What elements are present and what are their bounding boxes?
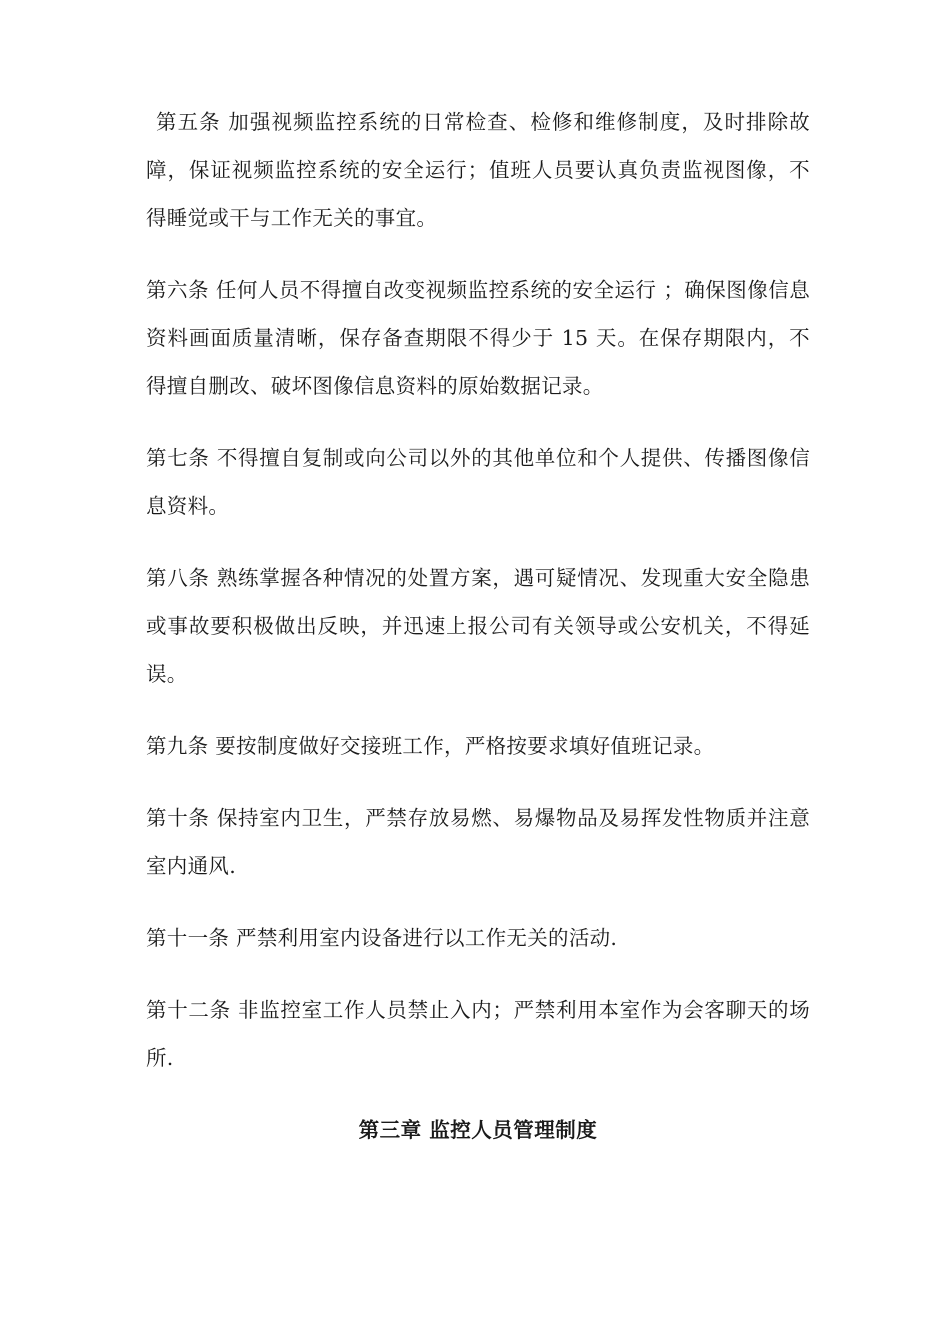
article-5-paragraph: 第五条 加强视频监控系统的日常检查、检修和维修制度，及时排除故障，保证视频监控系统的安全运行；值班人员要认真负责监视图像，不得睡觉或干与工作无关的事宜。: [146, 110, 810, 230]
article-10-paragraph: 第十条 保持室内卫生，严禁存放易燃、易爆物品及易挥发性物质并注意室内通风.: [146, 806, 810, 878]
article-11-paragraph: 第十一条 严禁利用室内设备进行以工作无关的活动.: [146, 926, 618, 950]
article-12-paragraph: 第十二条 非监控室工作人员禁止入内；严禁利用本室作为会客聊天的场所.: [146, 998, 810, 1070]
article-7-paragraph: 第七条 不得擅自复制或向公司以外的其他单位和个人提供、传播图像信息资料。: [146, 446, 810, 518]
document-body: [146, 98, 810, 1154]
article-9-paragraph: 第九条 要按制度做好交接班工作，严格按要求填好值班记录。: [146, 734, 715, 758]
article-6-paragraph: 第六条 任何人员不得擅自改变视频监控系统的安全运行 ；确保图像信息资料画面质量清晰，保存备查期限不得少于 15 天。在保存期限内，不得擅自删改、破坏图像信息资料的原始数据记录。: [146, 278, 810, 398]
article-8-paragraph: 第八条 熟练掌握各种情况的处置方案，遇可疑情况、发现重大安全隐患或事故要积极做出反映，并迅速上报公司有关领导或公安机关，不得延误。: [146, 566, 810, 686]
chapter-3-title: 第三章 监控人员管理制度: [358, 1118, 598, 1142]
